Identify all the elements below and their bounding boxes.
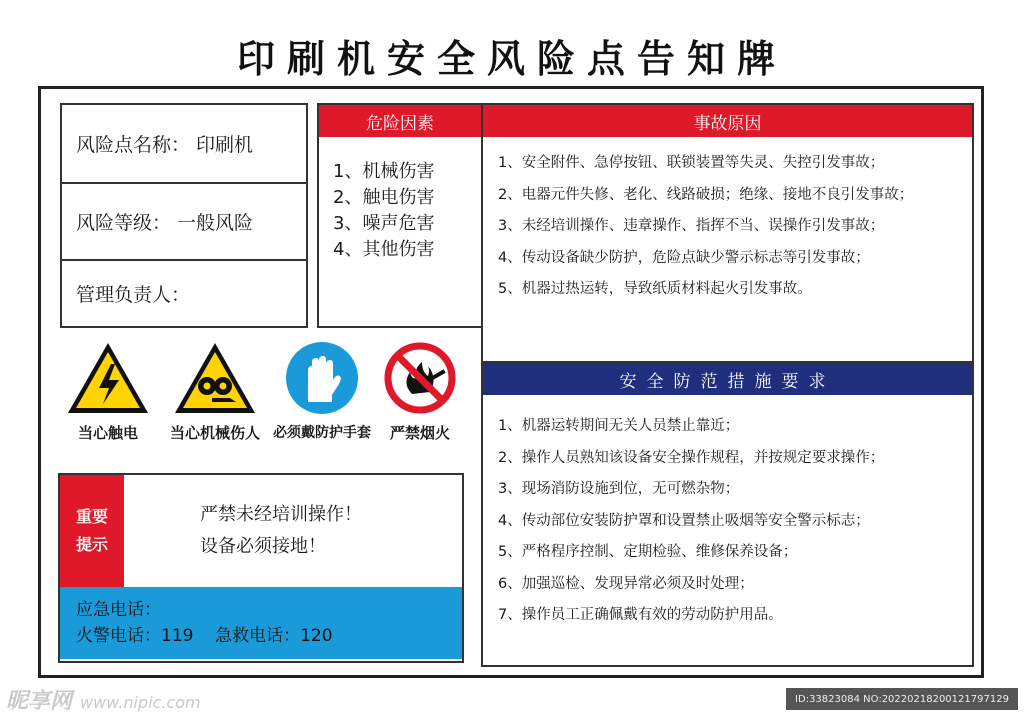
sign-label: 当心机械伤人 <box>169 424 260 442</box>
sign-label: 严禁烟火 <box>389 424 450 442</box>
emergency-label: 应急电话： <box>76 600 161 620</box>
sign-mechanical-injury <box>165 340 265 443</box>
risk-info-box <box>60 103 308 328</box>
list-item: 3、噪声危害 <box>333 213 435 234</box>
sign-label: 当心触电 <box>77 424 138 442</box>
tag-line: 重要 <box>75 507 108 526</box>
list-item: 4、传动设备缺少防护，危险点缺少警示标志等引发事故； <box>498 249 870 266</box>
list-item: 1、机器运转期间无关人员禁止靠近； <box>498 418 740 434</box>
list-item: 5、机器过热运转，导致纸质材料起火引发事故。 <box>498 281 812 297</box>
protective-gloves-icon <box>284 340 360 416</box>
page-title: 印刷机安全风险点告知牌 <box>236 36 787 81</box>
cause-list <box>498 148 913 306</box>
important-tips-box <box>58 473 464 663</box>
image-id-bar: ID:33823084 NO:20220218200121797129 <box>786 688 1018 710</box>
sign-label: 必须戴防护手套 <box>273 425 371 441</box>
watermark-brand: 昵享网 <box>6 689 73 714</box>
safety-measures-header: 安全防范措施要求 <box>483 363 972 395</box>
sign-protective-gloves <box>272 340 372 442</box>
accident-causes-header: 事故原因 <box>483 105 972 137</box>
safety-measures-box <box>481 361 974 667</box>
tag-line: 提示 <box>75 535 108 554</box>
important-tips-text <box>200 499 362 563</box>
sign-electric-shock <box>58 340 158 443</box>
list-item: 1、机械伤害 <box>333 161 435 182</box>
responsible-manager: 管理负责人： <box>62 259 306 326</box>
accident-causes-box <box>481 103 974 363</box>
list-item: 6、加强巡检、发现异常必须及时处理； <box>498 575 754 592</box>
list-item: 3、未经培训操作、违章操作、指挥不当、误操作引发事故； <box>498 218 885 234</box>
list-item: 4、其他伤害 <box>333 239 435 260</box>
hazard-list <box>333 159 434 263</box>
watermark-url: www.nipic.com <box>80 693 201 712</box>
hazard-factors-header: 危险因素 <box>319 105 481 137</box>
risk-point-name: 风险点名称： 印刷机 <box>76 134 254 156</box>
important-tips-tag <box>60 475 124 587</box>
no-fire-icon <box>382 340 458 416</box>
tip-line: 设备必须接地！ <box>200 536 326 557</box>
list-item: 5、严格程序控制、定期检验、维修保养设备； <box>498 544 798 560</box>
risk-level: 风险等级： 一般风险 <box>62 182 306 259</box>
nipic-watermark <box>6 684 201 715</box>
electric-shock-warning-icon <box>65 340 151 416</box>
emergency-phone-panel <box>60 587 462 659</box>
list-item: 1、安全附件、急停按钮、联锁装置等失灵、失控引发事故； <box>498 155 885 171</box>
tip-line: 严禁未经培训操作！ <box>200 504 362 525</box>
hazard-factors-box <box>317 103 483 328</box>
list-item: 4、传动部位安装防护罩和设置禁止吸烟等安全警示标志； <box>498 512 870 529</box>
list-item: 2、触电伤害 <box>333 187 435 208</box>
list-item: 2、操作人员熟知该设备安全操作规程，并按规定要求操作； <box>498 449 885 466</box>
list-item: 7、操作员工正确佩戴有效的劳动防护用品。 <box>498 607 783 623</box>
list-item: 3、现场消防设施到位，无可燃杂物； <box>498 481 740 497</box>
mechanical-injury-warning-icon <box>172 340 258 416</box>
emergency-numbers: 火警电话：119 急救电话：120 <box>76 626 333 646</box>
sign-no-fire <box>370 340 470 443</box>
measure-list <box>498 411 884 632</box>
list-item: 2、电器元件失修、老化、线路破损；绝缘、接地不良引发事故； <box>498 186 914 203</box>
